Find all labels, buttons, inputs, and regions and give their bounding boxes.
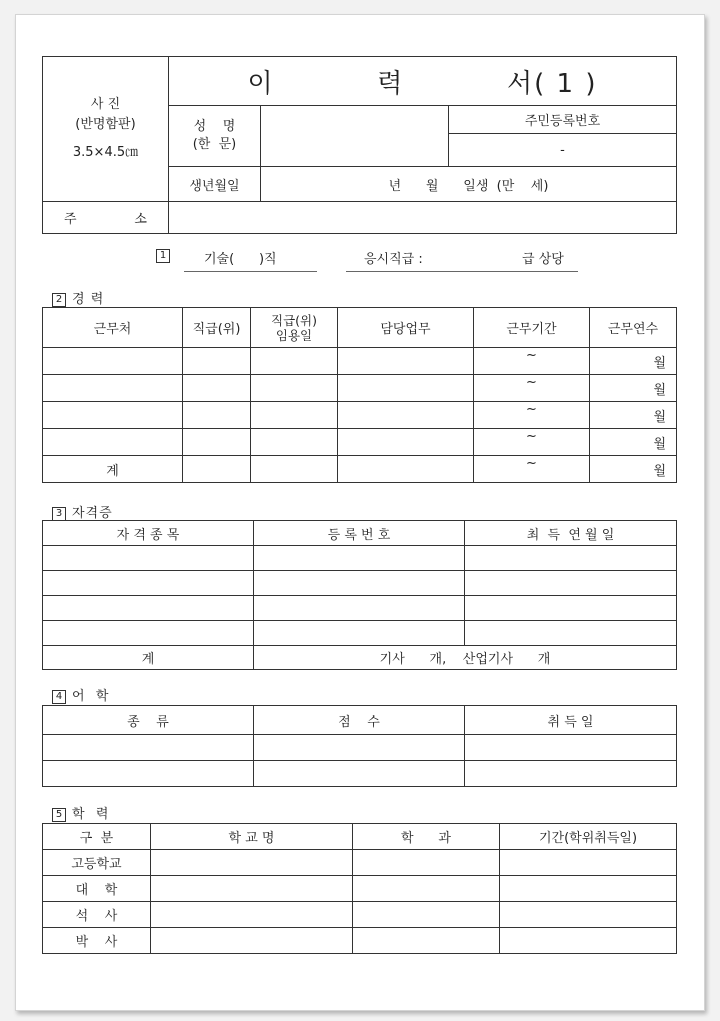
- education-table: [42, 823, 677, 954]
- photo-label: 사 진: [90, 97, 121, 112]
- language-table: [42, 705, 677, 787]
- apply-grade-label: 응시직급 :: [364, 252, 423, 267]
- address-field[interactable]: [169, 202, 677, 234]
- career-col-appointed: 직급(위) 임용일: [251, 308, 338, 348]
- career-row: ~ 월: [43, 429, 677, 456]
- license-row: [43, 596, 677, 621]
- career-row: ~ 월: [43, 402, 677, 429]
- license-col-regno: 등 록 번 호: [254, 521, 465, 546]
- license-row: [43, 571, 677, 596]
- education-col-major: 학 과: [353, 824, 500, 850]
- license-total-row: [43, 646, 677, 670]
- section-license-title: 3 자격증: [52, 502, 113, 521]
- career-total-row: 계 ~ 월: [43, 456, 677, 483]
- license-row: [43, 546, 677, 571]
- education-row-masters: 석 사: [43, 902, 677, 928]
- education-col-category: 구 분: [43, 824, 151, 850]
- license-table: [42, 520, 677, 670]
- career-col-years: 근무연수: [590, 308, 677, 348]
- apply-grade-suffix: 급 상당: [522, 252, 564, 267]
- section-career-title: 2 경 력: [52, 288, 104, 307]
- tech-job-label[interactable]: 기술( )직: [204, 252, 277, 267]
- education-col-school: 학 교 명: [151, 824, 353, 850]
- career-col-place: 근무처: [43, 308, 183, 348]
- tech-job-underline: [184, 271, 317, 272]
- career-row: ~ 월: [43, 348, 677, 375]
- license-col-date: 최 득 연 월 일: [465, 521, 677, 546]
- education-row-university: 대 학: [43, 876, 677, 902]
- career-col-duty: 담당업무: [338, 308, 474, 348]
- language-col-date: 취 득 일: [465, 706, 677, 735]
- license-total-label: 계: [43, 646, 254, 670]
- photo-box: [43, 57, 169, 202]
- birthdate-field[interactable]: 년 월 일생 (만 세): [261, 167, 677, 202]
- photo-size-type: (반명함판): [75, 117, 136, 132]
- section-education-title: 5 학 력: [52, 803, 109, 822]
- resident-number-label: 주민등록번호: [449, 106, 677, 134]
- language-row: [43, 735, 677, 761]
- address-label: 주 소: [43, 202, 169, 234]
- license-col-type: 자 격 종 목: [43, 521, 254, 546]
- header-table: [42, 56, 677, 234]
- name-label: 성 명 (한 문): [169, 106, 261, 167]
- language-row: [43, 761, 677, 787]
- career-row: ~ 월: [43, 375, 677, 402]
- apply-grade-underline: [346, 271, 578, 272]
- photo-dimensions: 3.5×4.5㎝: [72, 145, 139, 160]
- section-1-number: 1: [156, 248, 176, 263]
- language-col-score: 점 수: [254, 706, 465, 735]
- document-title: 이 력 서( 1 ): [169, 57, 677, 106]
- section-language-title: 4 어 학: [52, 685, 109, 704]
- education-row-highschool: 고등학교: [43, 850, 677, 876]
- birthdate-label: 생년월일: [169, 167, 261, 202]
- education-col-period: 기간(학위취득일): [500, 824, 677, 850]
- license-total-value[interactable]: 기사 개, 산업기사 개: [254, 646, 677, 670]
- career-table: [42, 307, 677, 483]
- resident-number-field[interactable]: -: [449, 134, 677, 167]
- education-row-doctorate: 박 사: [43, 928, 677, 954]
- license-row: [43, 621, 677, 646]
- career-col-rank: 직급(위): [183, 308, 251, 348]
- resume-page: [15, 14, 705, 1011]
- career-col-period: 근무기간: [474, 308, 590, 348]
- language-col-type: 종 류: [43, 706, 254, 735]
- name-field[interactable]: [261, 106, 449, 167]
